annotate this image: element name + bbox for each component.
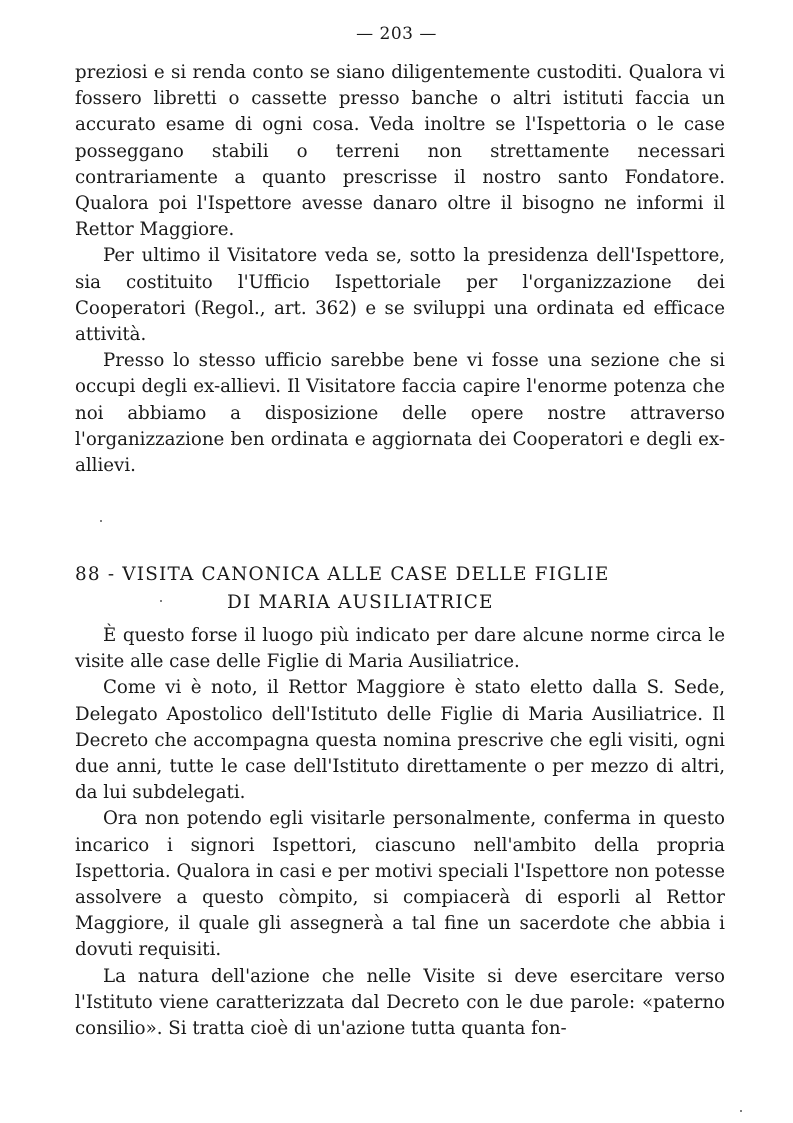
print-speck bbox=[100, 520, 102, 522]
print-speck bbox=[740, 1110, 742, 1112]
paragraph-alumni-section: Presso lo stesso ufficio sarebbe bene vi fosse una sezione che si occupi degli ex-allievi. Il Visitatore faccia capire l'enorme potenza che noi abbiamo a disposizione delle opere nostre attraverso l'organizzazione ben ordinata e aggiornata dei Cooperatori e degli ex-allievi. bbox=[75, 350, 725, 477]
section-heading-line-1: 88 - VISITA CANONICA ALLE CASE DELLE FIGLIE bbox=[75, 564, 610, 585]
paragraph-apostolic-delegate: Come vi è noto, il Rettor Maggiore è stato eletto dalla S. Sede, Delegato Apostolico dell'Istituto delle Figlie di Maria Ausiliatrice. Il Decreto che accompagna questa nomina prescrive che egli visiti, ogni due anni, tutte le case dell'Istituto direttamente o per mezzo di altri, da lui subdelegati. bbox=[75, 677, 725, 804]
section-88-heading bbox=[75, 561, 725, 617]
paragraph-introduction: È questo forse il luogo più indicato per dare alcune norme circa le visite alle case delle Figlie di Maria Ausiliatrice. bbox=[75, 625, 725, 673]
print-speck bbox=[160, 600, 162, 602]
paragraph-cooperators-office: Per ultimo il Visitatore veda se, sotto la presidenza dell'Ispettore, sia costituito l'Ufficio Ispettoriale per l'organizzazione dei Cooperatori (Regol., art. 362) e se sviluppi una ordinata ed efficace attività. bbox=[75, 245, 725, 346]
paragraph-inspectors-mandate: Ora non potendo egli visitarle personalmente, conferma in questo incarico i signori Ispettori, ciascuno nell'ambito della propria Ispettoria. Qualora in casi e per motivi speciali l'Ispettore non potesse assolvere a questo còmpito, si compiacerà di esporli al Rettor Maggiore, il quale gli assegnerà a tal fine un sacerdote che abbia i dovuti requisiti. bbox=[75, 808, 725, 961]
paragraph-paterno-consilio: La natura dell'azione che nelle Visite si deve esercitare verso l'Istituto viene caratterizzata dal Decreto con le due parole: «paterno consilio». Si tratta cioè di un'azione tutta quanta fon- bbox=[75, 965, 725, 1040]
section-87-continuation bbox=[75, 60, 725, 479]
section-88-body bbox=[75, 623, 725, 1042]
section-heading-line-2: DI MARIA AUSILIATRICE bbox=[227, 592, 494, 613]
page-number: — 203 — bbox=[356, 24, 437, 44]
paragraph-finances: preziosi e si renda conto se siano diligentemente custoditi. Qualora vi fossero libretti o cassette presso banche o altri istituti faccia un accurato esame di ogni cosa. Veda inoltre se l'Ispettoria o le case posseggano stabili o terreni non strettamente necessari contrariamente a quanto prescrisse il nostro santo Fondatore. Qualora poi l'Ispettore avesse danaro oltre il bisogno ne informi il Rettor Maggiore. bbox=[75, 62, 725, 241]
